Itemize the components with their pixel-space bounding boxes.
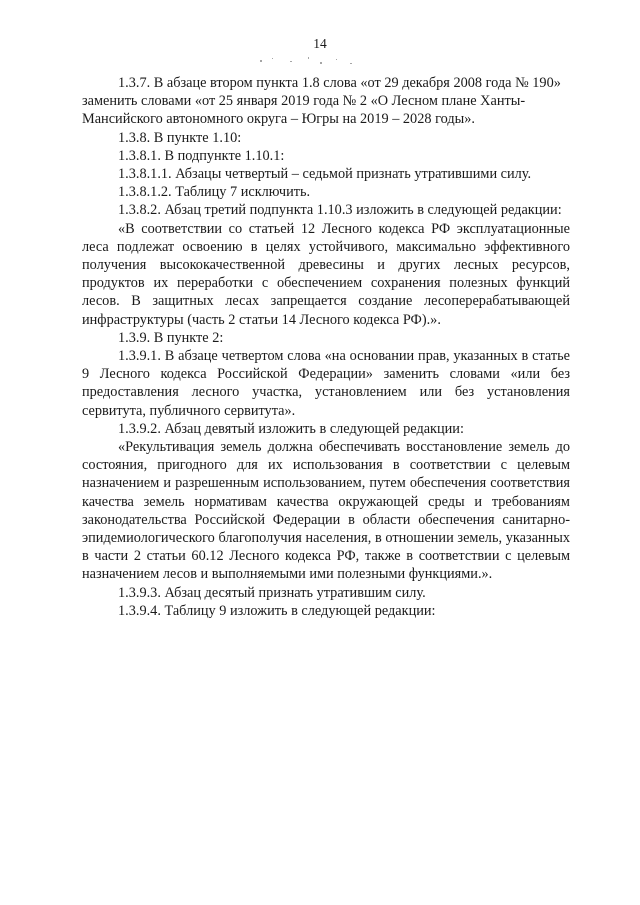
paragraph-1-3-8-1-1: 1.3.8.1.1. Абзацы четвертый – седьмой признать утратившими силу. [118,166,532,183]
paragraph-1-3-9: 1.3.9. В пункте 2: [118,329,224,346]
quoted-text-forest-code: «В соответствии со статьей 12 Лесного кодекса РФ эксплуатационные леса подлежат освоению в целях устойчивого, максимально эффективного получения высококачественной древесины и других лесных ресурсов, продуктов их переработки с обеспечением сохранения полезных функций лесов. В защитных лесах запрещается создание лесоперерабатывающей инфраструктуры (часть 2 статьи 14 Лесного кодекса РФ).». [82,220,570,328]
paragraph-1-3-9-4: 1.3.9.4. Таблицу 9 изложить в следующей редакции: [118,602,436,619]
paragraph-1-3-7: 1.3.7. В абзаце втором пункта 1.8 слова «от 29 декабря 2008 года № 190» заменить словами «от 25 января 2019 года № 2 «О Лесном плане Ханты-Мансийского автономного округа – Югры на 2019 – 2028 годы». [82,75,561,128]
page-number: 14 [313,36,327,51]
scan-artifact [250,54,370,68]
paragraph-1-3-9-2: 1.3.9.2. Абзац девятый изложить в следующей редакции: [118,420,464,437]
document-body [82,74,570,620]
paragraph-1-3-8-2: 1.3.8.2. Абзац третий подпункта 1.10.3 изложить в следующей редакции: [118,202,562,219]
paragraph-1-3-8-1: 1.3.8.1. В подпункте 1.10.1: [118,147,285,164]
paragraph-1-3-9-1: 1.3.9.1. В абзаце четвертом слова «на основании прав, указанных в статье 9 Лесного кодекса Российской Федерации» заменить словами «или без предоставления лесного участка, установлением или без установления сервитута, публичного сервитута». [82,348,570,419]
paragraph-1-3-8-1-2: 1.3.8.1.2. Таблицу 7 исключить. [118,184,311,201]
paragraph-1-3-8: 1.3.8. В пункте 1.10: [118,129,242,146]
paragraph-1-3-9-3: 1.3.9.3. Абзац десятый признать утратившим силу. [118,584,426,601]
quoted-text-reclamation: «Рекультивация земель должна обеспечивать восстановление земель до состояния, пригодного для их использования в соответствии с целевым назначением и разрешенным использованием, путем обеспечения соответствия качества земель нормативам качества окружающей среды и требованиям законодательства Российской Федерации в области обеспечения санитарно-эпидемиологического благополучия населения, в отношении земель, указанных в части 2 статьи 60.12 Лесного кодекса РФ, также в соответствии с целевым назначением лесов и выполняемыми ими полезными функциями.». [82,439,570,583]
